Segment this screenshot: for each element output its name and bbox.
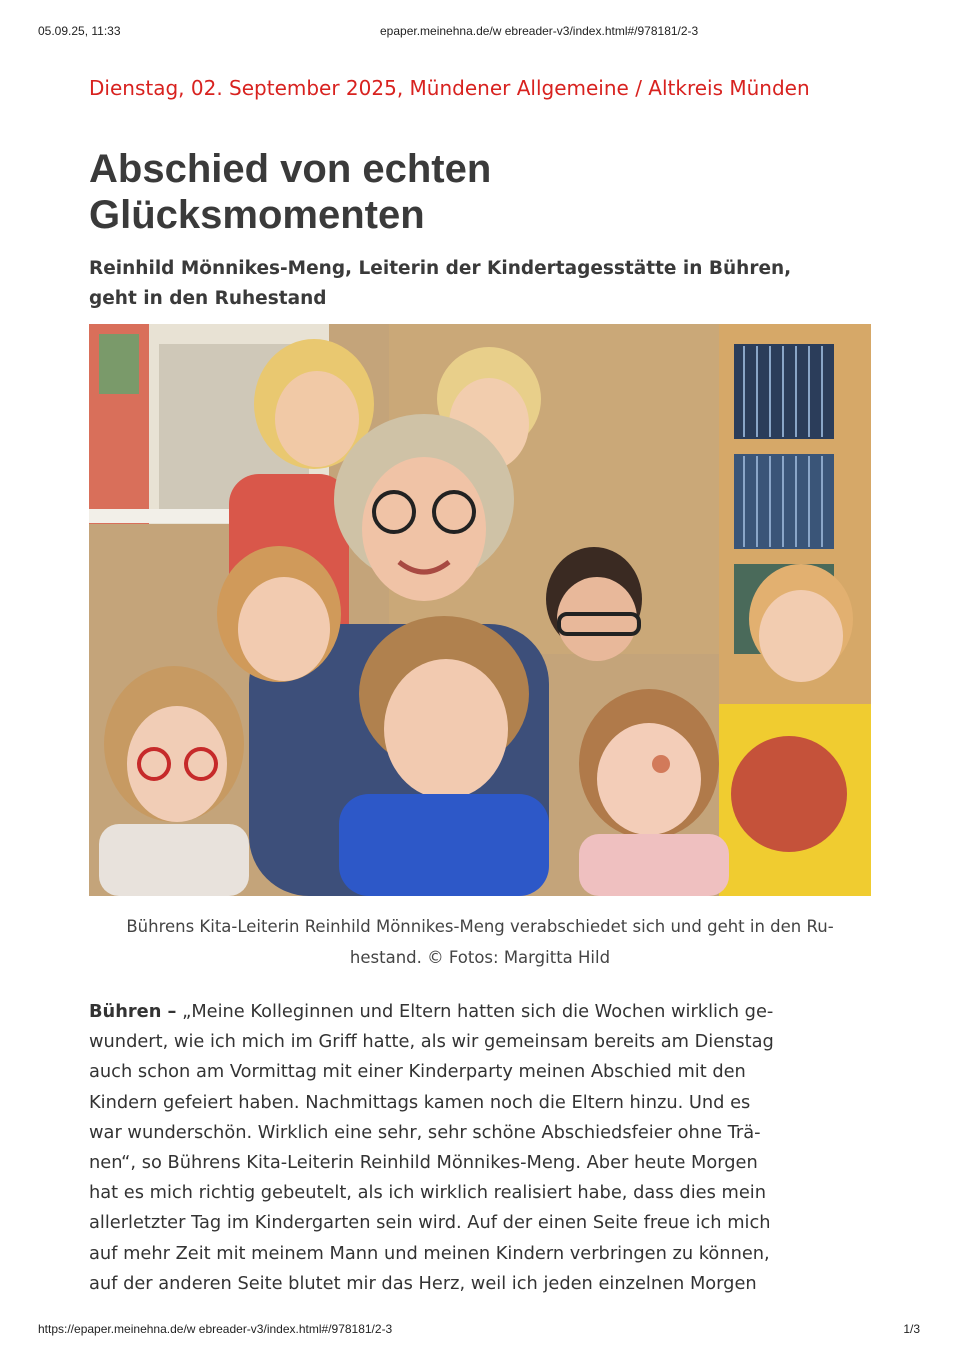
print-footer-url: https://epaper.meinehna.de/w ebreader-v3/index.html#/978181/2-3: [38, 1322, 393, 1336]
body-line: allerletzter Tag im Kindergarten sein wird. Auf der einen Seite freue ich mich: [89, 1212, 771, 1234]
headline-line-1: Abschied von echten: [89, 147, 492, 191]
headline-line-2: Glücksmomenten: [89, 193, 425, 237]
body-line: auch schon am Vormittag mit einer Kinderparty meinen Abschied mit den: [89, 1061, 746, 1083]
body-line: auf mehr Zeit mit meinem Mann und meinen Kindern verbringen zu können,: [89, 1242, 770, 1264]
caption-line-2: hestand. © Fotos: Margitta Hild: [349, 948, 611, 967]
page-number: 1/3: [903, 1322, 920, 1336]
group-photo-illustration: [89, 324, 871, 896]
print-timestamp: 05.09.25, 11:33: [38, 24, 121, 38]
article-headline: [89, 146, 869, 238]
caption-line-1: Bührens Kita-Leiterin Reinhild Mönnikes-Meng verabschiedet sich und geht in den Ru-: [126, 917, 834, 936]
article-photo: [89, 324, 871, 896]
article-dateline: Dienstag, 02. September 2025, Mündener Allgemeine / Altkreis Münden: [89, 76, 810, 100]
subheadline-line-2: geht in den Ruhestand: [89, 288, 327, 309]
photo-caption: [89, 911, 871, 973]
body-line: wundert, wie ich mich im Griff hatte, als wir gemeinsam bereits am Dienstag: [89, 1031, 774, 1053]
article-body: [89, 997, 875, 1299]
body-line: war wunderschön. Wirklich eine sehr, sehr schöne Abschiedsfeier ohne Trä-: [89, 1121, 761, 1143]
body-line: auf der anderen Seite blutet mir das Herz, weil ich jeden einzelnen Morgen: [89, 1272, 757, 1294]
body-line: „Meine Kolleginnen und Eltern hatten sich die Wochen wirklich ge-: [176, 1001, 774, 1022]
body-line: hat es mich richtig gebeutelt, als ich wirklich realisiert habe, dass dies mein: [89, 1182, 766, 1204]
body-line: nen“, so Bührens Kita-Leiterin Reinhild Mönnikes-Meng. Aber heute Morgen: [89, 1152, 758, 1174]
body-line: Kindern gefeiert haben. Nachmittags kamen noch die Eltern hinzu. Und es: [89, 1091, 751, 1113]
print-header-url: epaper.meinehna.de/w ebreader-v3/index.html#/978181/2-3: [380, 24, 699, 38]
subheadline-line-1: Reinhild Mönnikes-Meng, Leiterin der Kindertagesstätte in Bühren,: [89, 258, 792, 279]
article-subheadline: [89, 254, 879, 314]
body-lead-location: Bühren –: [89, 1001, 177, 1022]
